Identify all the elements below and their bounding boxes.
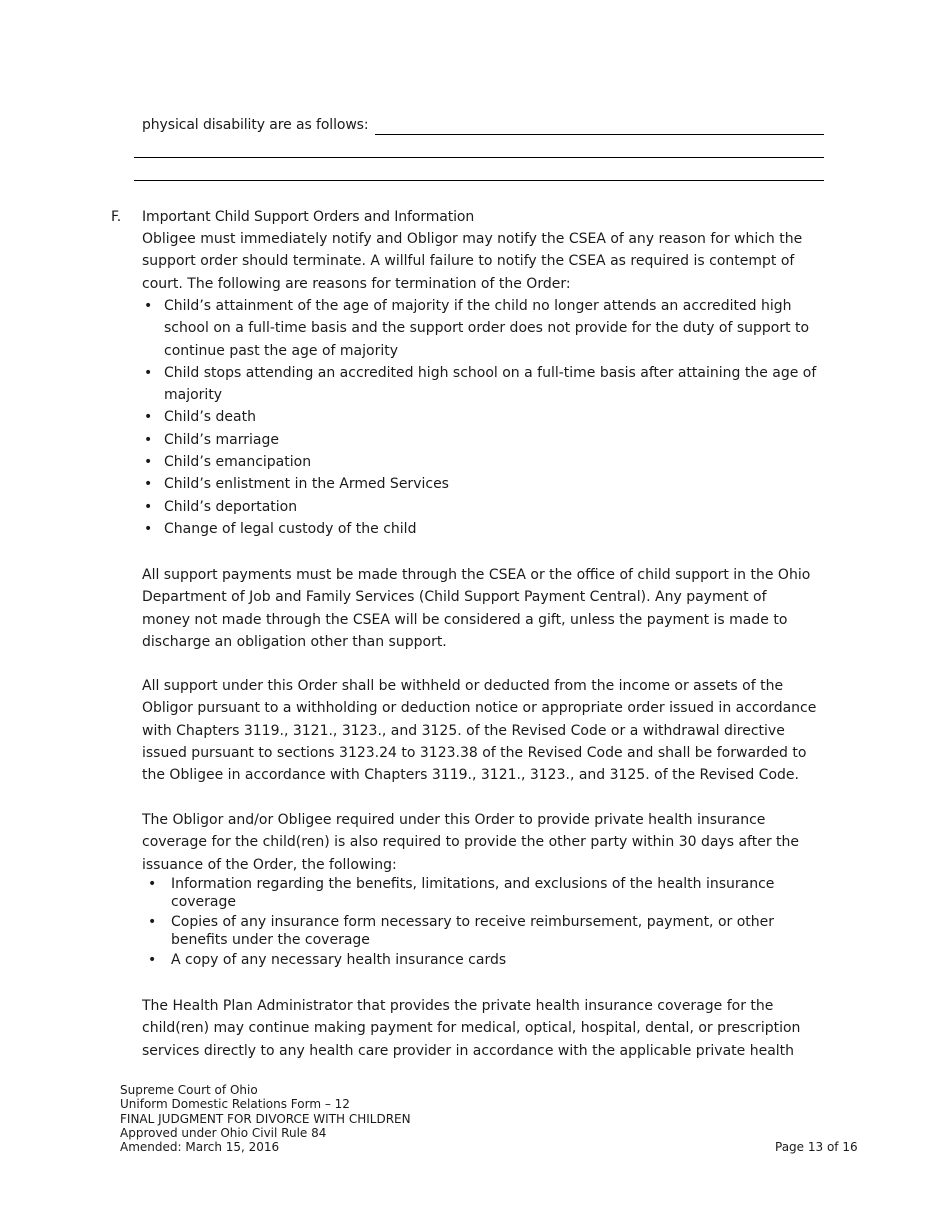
list-item-line: continue past the age of majority: [164, 342, 399, 359]
withholding-paragraph: [142, 675, 816, 786]
list-item-line: Child’s deportation: [164, 498, 298, 515]
bullet-icon: •: [144, 431, 153, 448]
disability-input-line-3[interactable]: [134, 180, 824, 181]
paragraph-line: with Chapters 3119., 3121., 3123., and 3125. of the Revised Code or a withdrawal directive: [142, 722, 785, 739]
list-item-line: majority: [164, 387, 223, 404]
paragraph-line: Department of Job and Family Services (Child Support Payment Central). Any payment of: [142, 589, 767, 606]
bullet-icon: •: [144, 364, 153, 381]
list-item-line: coverage: [171, 894, 236, 910]
disability-label: physical disability are as follows:: [142, 117, 369, 133]
list-item: [142, 518, 816, 540]
paragraph-line: services directly to any health care provider in accordance with the applicable private health: [142, 1042, 795, 1059]
bullet-icon: •: [148, 952, 157, 968]
paragraph-line: The Obligor and/or Obligee required under this Order to provide private health insurance: [142, 812, 766, 828]
list-item: [142, 875, 774, 911]
intro-line: Obligee must immediately notify and Obligor may notify the CSEA of any reason for which the: [142, 231, 803, 247]
list-item: [142, 295, 816, 362]
paragraph-line: issued pursuant to sections 3123.24 to 3123.38 of the Revised Code and shall be forwarded to: [142, 744, 807, 761]
bullet-icon: •: [144, 476, 153, 493]
footer-line: Approved under Ohio Civil Rule 84: [120, 1125, 327, 1140]
list-item: [142, 496, 816, 518]
bullet-icon: •: [148, 876, 157, 892]
list-item-line: Child stops attending an accredited high school on a full-time basis after attaining the age of: [164, 364, 817, 381]
administrator-paragraph: [142, 995, 800, 1062]
paragraph-line: coverage for the child(ren) is also required to provide the other party within 30 days after the: [142, 834, 800, 851]
footer-line: Supreme Court of Ohio: [120, 1083, 258, 1097]
list-item-line: school on a full-time basis and the support order does not provide for the duty of support to: [164, 320, 810, 337]
bullet-icon: •: [144, 298, 153, 314]
paragraph-line: discharge an obligation other than support.: [142, 633, 447, 650]
paragraph-line: Obligor pursuant to a withholding or deduction notice or appropriate order issued in accordance: [142, 700, 817, 717]
list-item-line: Information regarding the benefits, limitations, and exclusions of the health insurance: [171, 876, 775, 892]
paragraph-line: money not made through the CSEA will be considered a gift, unless the payment is made to: [142, 611, 788, 628]
list-item: [142, 951, 774, 969]
intro-line: support order should terminate. A willful failure to notify the CSEA as required is contempt of: [142, 253, 795, 270]
list-item: [142, 451, 816, 473]
bullet-icon: •: [148, 914, 157, 930]
footer-line: Uniform Domestic Relations Form – 12: [120, 1097, 350, 1112]
list-item: [142, 406, 816, 428]
intro-paragraph: [142, 228, 802, 295]
list-item: [142, 362, 816, 407]
list-item-line: Child’s death: [164, 409, 256, 426]
list-item: [142, 473, 816, 495]
bullet-icon: •: [144, 520, 153, 537]
insurance-items-list: [142, 875, 774, 971]
list-item-line: Child’s emancipation: [164, 454, 312, 471]
list-item-line: Child’s attainment of the age of majority if the child no longer attends an accredited high: [164, 298, 792, 314]
paragraph-line: child(ren) may continue making payment for medical, optical, hospital, dental, or prescription: [142, 1020, 801, 1037]
paragraph-line: The Health Plan Administrator that provides the private health insurance coverage for the: [142, 998, 774, 1014]
list-item-line: A copy of any necessary health insurance cards: [171, 952, 507, 968]
disability-input-line-2[interactable]: [134, 157, 824, 158]
bullet-icon: •: [144, 498, 153, 515]
payments-paragraph: [142, 564, 810, 653]
paragraph-line: the Obligee in accordance with Chapters 3119., 3121., 3123., and 3125. of the Revised Code.: [142, 767, 799, 784]
disability-input-line-1[interactable]: [375, 134, 824, 135]
bullet-icon: •: [144, 409, 153, 426]
insurance-paragraph: [142, 809, 799, 876]
list-item: [142, 429, 816, 451]
form-footer: [120, 1083, 411, 1154]
list-item-line: Copies of any insurance form necessary to receive reimbursement, payment, or other: [171, 914, 775, 930]
list-item-line: Child’s enlistment in the Armed Services: [164, 476, 449, 493]
termination-reasons-list: [142, 295, 816, 540]
section-letter: F.: [111, 209, 122, 225]
bullet-icon: •: [144, 454, 153, 471]
list-item-line: Change of legal custody of the child: [164, 520, 417, 537]
page-number: Page 13 of 16: [775, 1140, 858, 1154]
section-heading: Important Child Support Orders and Information: [142, 209, 475, 225]
paragraph-line: issuance of the Order, the following:: [142, 856, 397, 873]
intro-line: court. The following are reasons for termination of the Order:: [142, 275, 571, 292]
list-item-line: Child’s marriage: [164, 431, 279, 448]
paragraph-line: All support payments must be made through the CSEA or the office of child support in the Ohio: [142, 567, 811, 583]
footer-line: FINAL JUDGMENT FOR DIVORCE WITH CHILDREN: [120, 1111, 411, 1126]
list-item-line: benefits under the coverage: [171, 932, 370, 948]
list-item: [142, 913, 774, 949]
paragraph-line: All support under this Order shall be withheld or deducted from the income or assets of the: [142, 678, 784, 694]
footer-line: Amended: March 15, 2016: [120, 1140, 280, 1155]
